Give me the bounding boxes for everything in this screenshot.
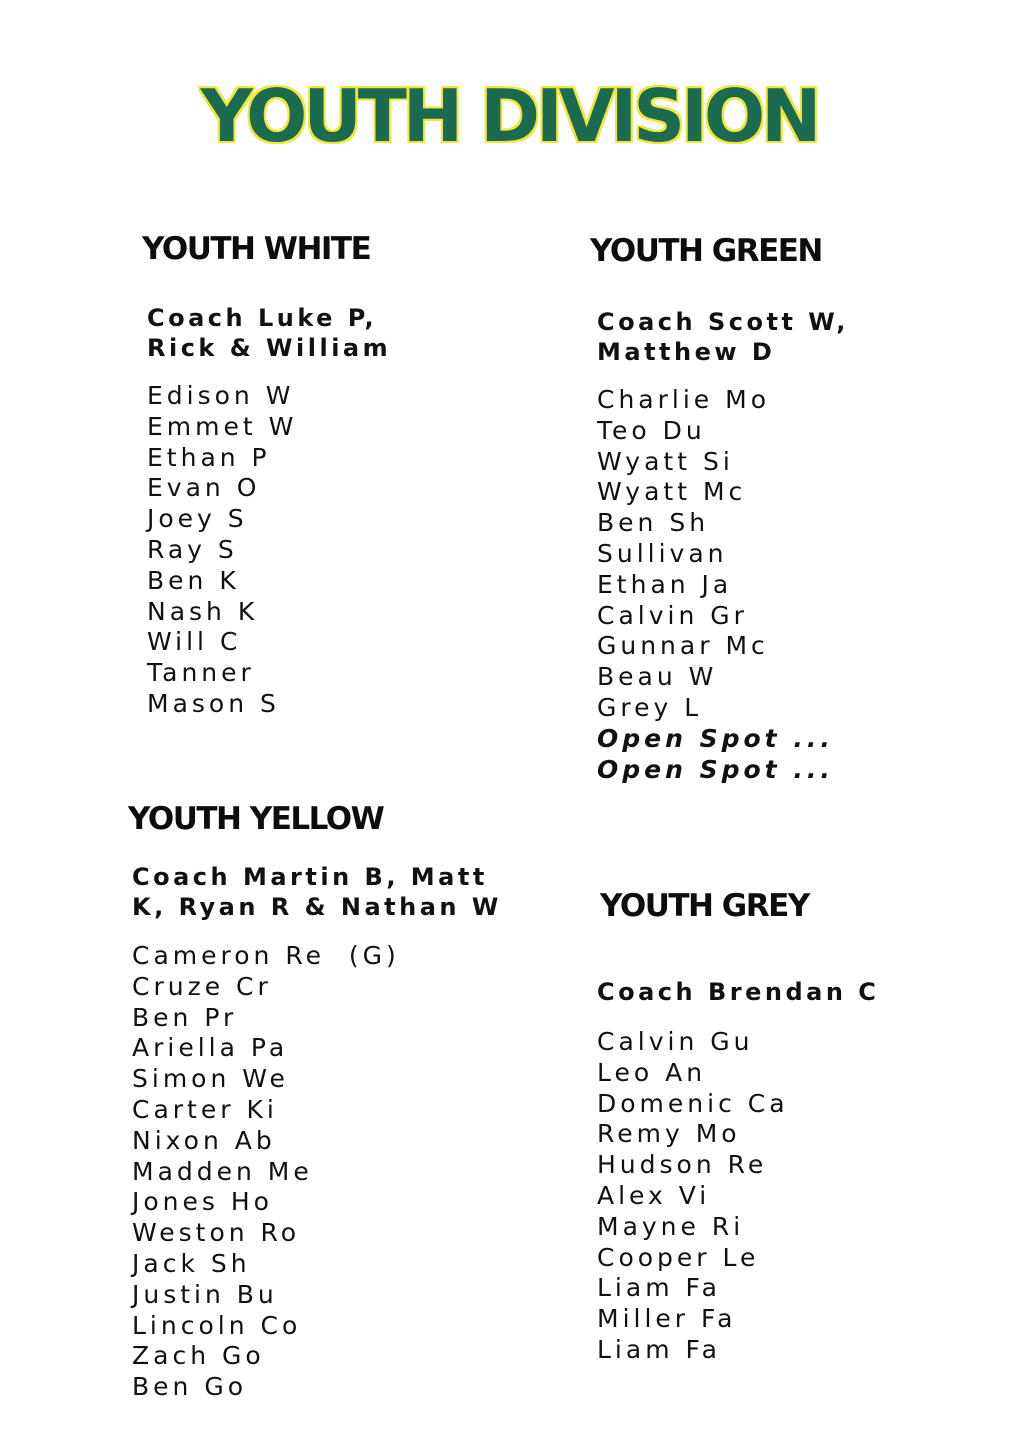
player-name: Edison W <box>147 381 295 410</box>
player-name: Teo Du <box>597 415 706 445</box>
coach-line: Coach Martin B, Matt K, Ryan R & Nathan W <box>132 863 502 921</box>
player-name: Ben Sh <box>597 508 710 538</box>
page-title: YOUTH DIVISION <box>200 74 818 158</box>
player-name: Cruze Cr <box>132 971 272 1001</box>
player-name: Domenic Ca <box>597 1088 789 1118</box>
player-name: Liam Fa <box>597 1334 721 1364</box>
player-name: Grey L <box>597 692 703 722</box>
player-name: Ben Go <box>132 1372 247 1402</box>
player-name: Hudson Re <box>597 1150 768 1180</box>
team-youth-grey <box>597 888 1010 1366</box>
player-name: Simon We <box>132 1064 289 1094</box>
player-name: Wyatt Si <box>597 446 734 476</box>
player-name: Lincoln Co <box>132 1310 302 1340</box>
player-name: Tanner <box>147 658 255 688</box>
player-list <box>147 381 562 720</box>
player-list <box>597 385 1000 785</box>
player-name: Calvin Gr <box>597 600 748 630</box>
coach-line: Coach Brendan C <box>597 978 880 1006</box>
player-name: Gunnar Mc <box>597 631 769 661</box>
player-name: Ethan Ja <box>597 569 733 599</box>
player-name: Evan O <box>147 473 261 503</box>
player-name: Ben K <box>147 565 240 595</box>
player-name: Sullivan <box>597 538 728 568</box>
coach-line: Coach Luke P, Rick & William <box>147 304 392 362</box>
team-title: YOUTH GREEN <box>590 233 822 269</box>
player-name: Weston Ro <box>132 1218 301 1248</box>
player-name: Cameron Re (G) <box>132 941 400 970</box>
team-title: YOUTH WHITE <box>142 231 371 267</box>
player-name: Will C <box>147 627 242 657</box>
player-name: Alex Vi <box>597 1180 711 1210</box>
player-name: Charlie Mo <box>597 385 770 414</box>
team-youth-yellow <box>128 801 568 1403</box>
player-name: Remy Mo <box>597 1119 741 1149</box>
player-name: Madden Me <box>132 1156 313 1186</box>
player-name: Calvin Gu <box>597 1027 754 1056</box>
player-list <box>132 941 568 1403</box>
player-name: Liam Fa <box>597 1273 721 1303</box>
player-name: Open Spot ... <box>597 723 834 753</box>
player-name: Ben Pr <box>132 1002 238 1032</box>
player-name: Emmet W <box>147 411 298 441</box>
team-title: YOUTH GREY <box>600 888 809 924</box>
player-name: Zach Go <box>132 1341 265 1371</box>
player-name: Miller Fa <box>597 1304 737 1334</box>
team-title: YOUTH YELLOW <box>128 801 384 837</box>
player-name: Nash K <box>147 596 259 626</box>
player-name: Leo An <box>597 1057 707 1087</box>
player-name: Cooper Le <box>597 1242 760 1272</box>
player-name: Joey S <box>147 504 248 534</box>
player-name: Ariella Pa <box>132 1033 289 1063</box>
coach-line: Coach Scott W, Matthew D <box>597 308 849 366</box>
player-name: Jones Ho <box>132 1187 273 1217</box>
player-name: Mayne Ri <box>597 1211 745 1241</box>
player-name: Justin Bu <box>132 1279 278 1309</box>
player-name: Wyatt Mc <box>597 477 747 507</box>
player-list <box>597 1027 1010 1366</box>
player-name: Ethan P <box>147 442 271 472</box>
team-youth-green <box>590 233 1000 785</box>
team-youth-white <box>142 231 562 720</box>
player-name: Beau W <box>597 662 718 692</box>
player-name: Carter Ki <box>132 1094 278 1124</box>
player-name: Mason S <box>147 688 280 718</box>
player-name: Jack Sh <box>132 1248 251 1278</box>
player-name: Ray S <box>147 534 238 564</box>
player-name: Open Spot ... <box>597 754 834 784</box>
player-name: Nixon Ab <box>132 1125 276 1155</box>
